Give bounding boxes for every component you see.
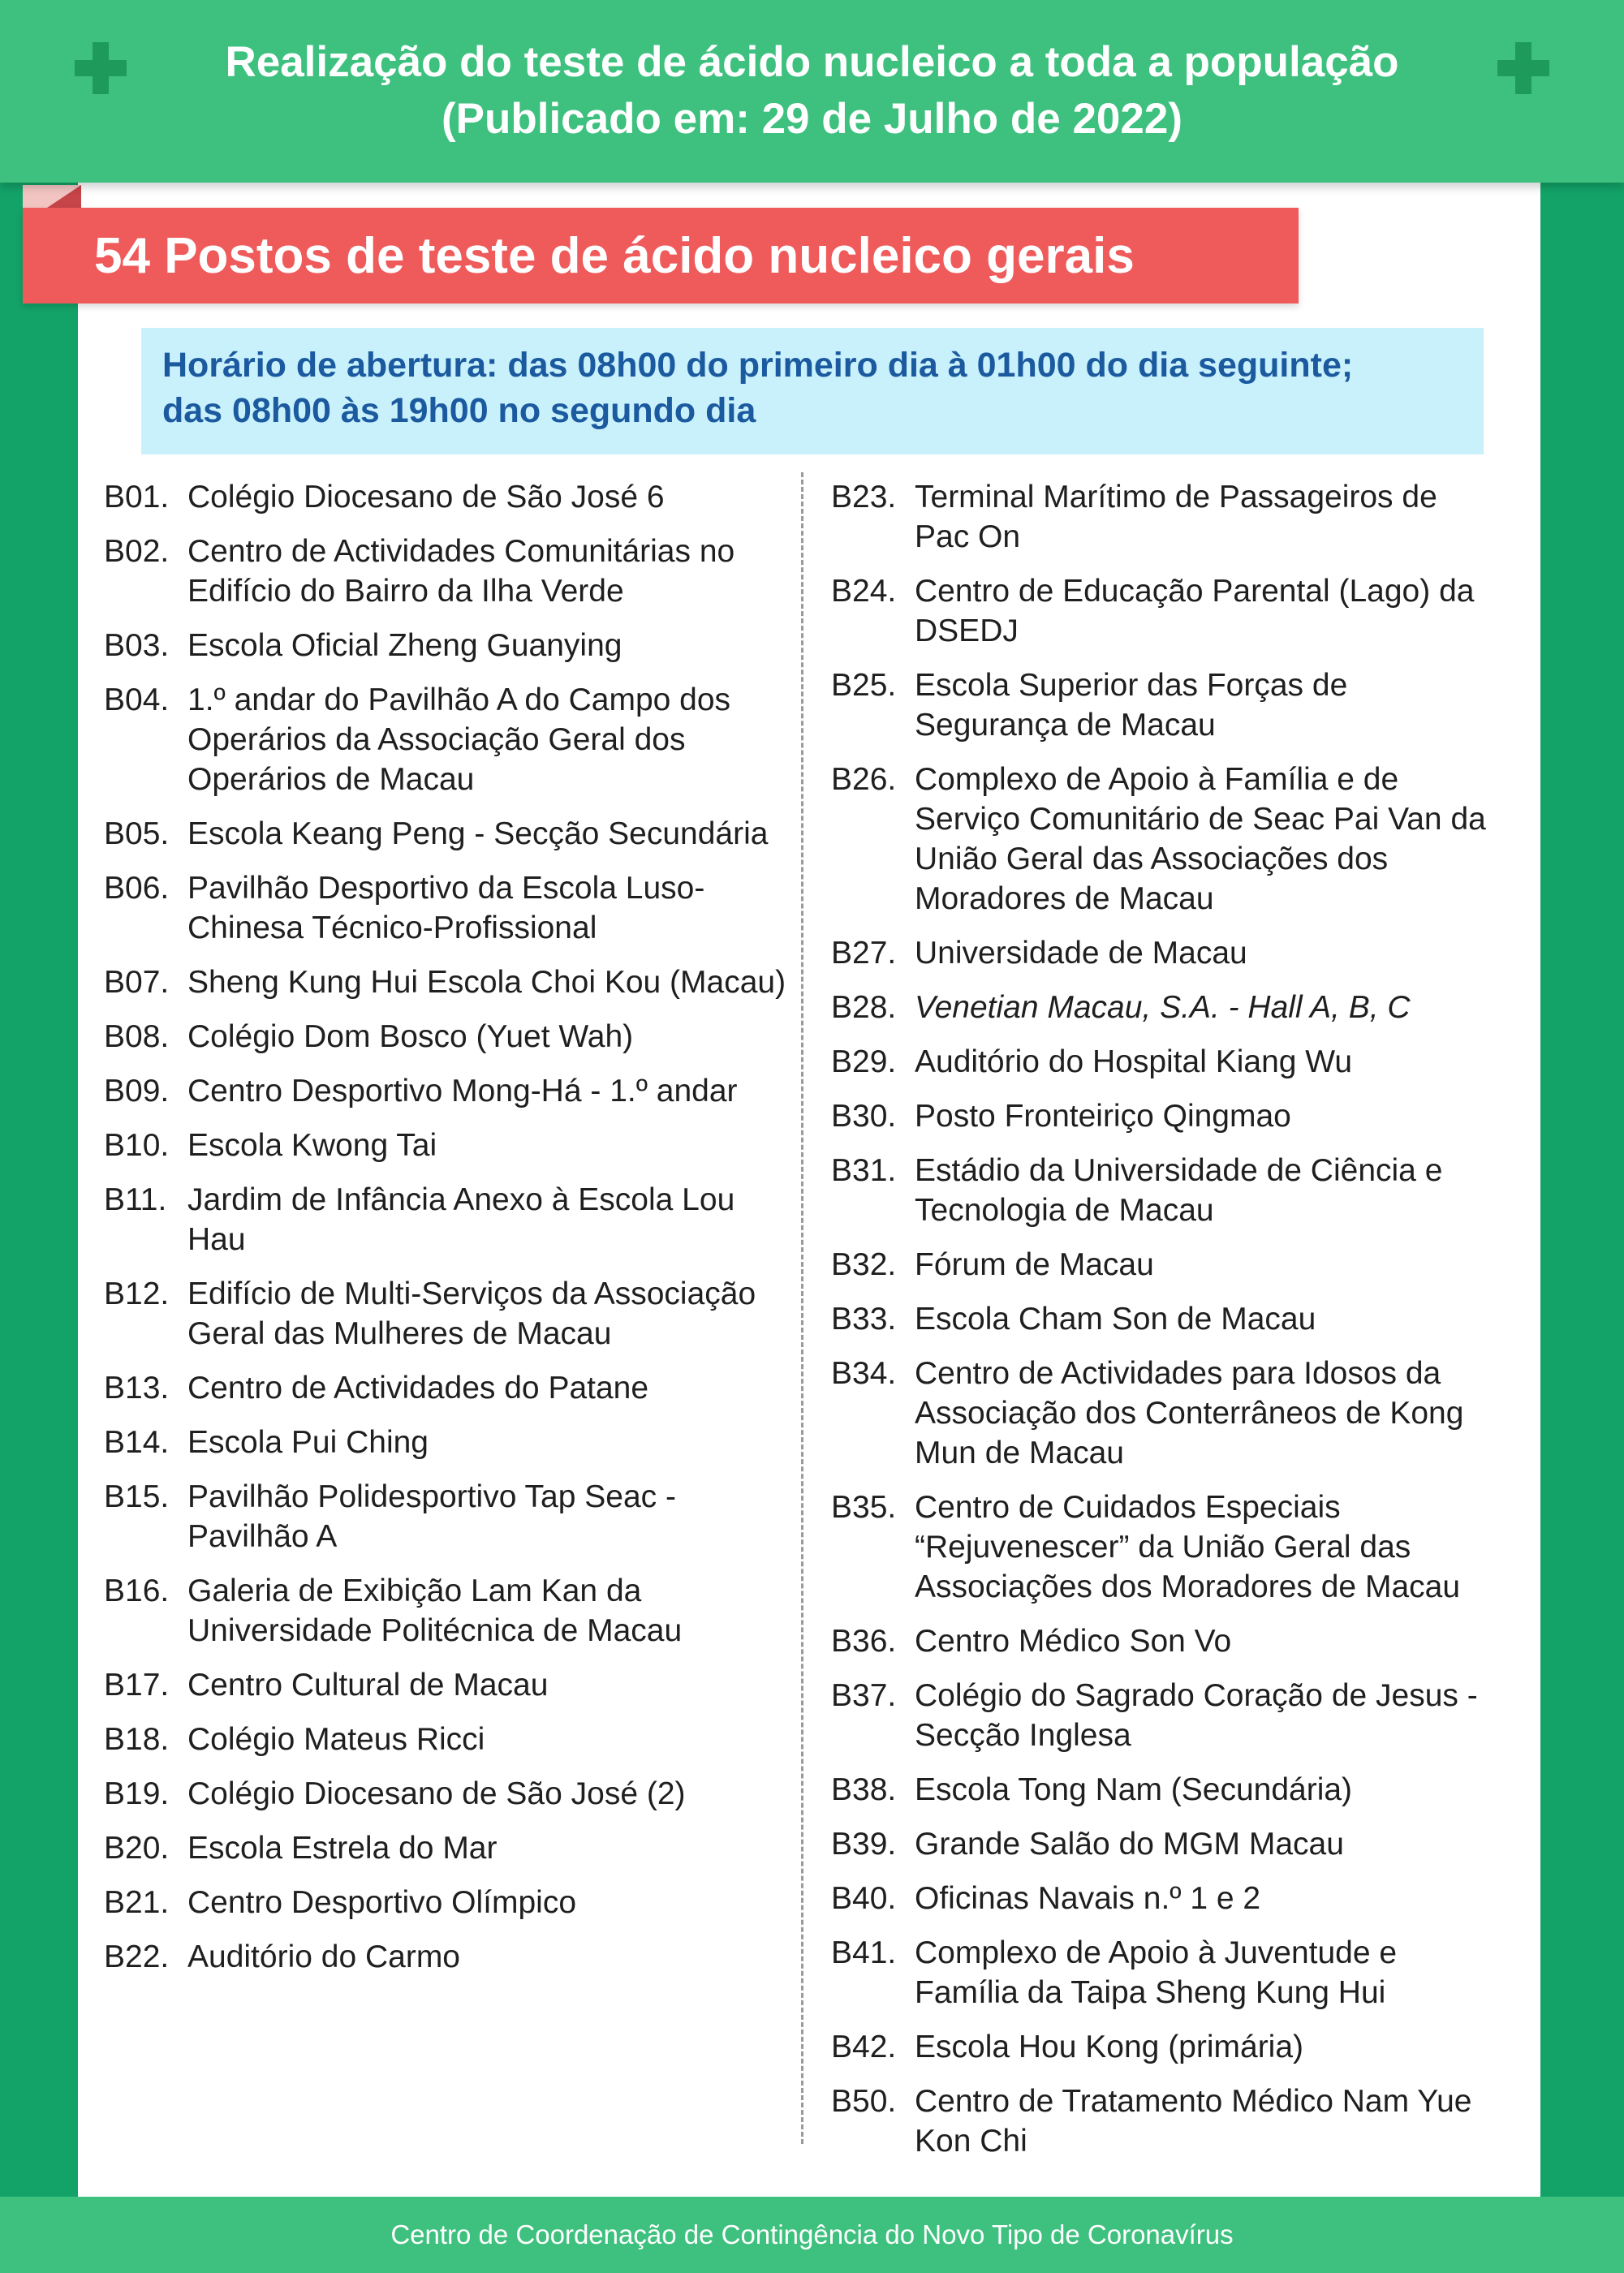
list-item	[104, 1883, 794, 1922]
list-item	[831, 1824, 1497, 1864]
station-name: Complexo de Apoio à Família e de Serviço Comunitário de Seac Pai Van da União Geral das Associações dos Moradores de Macau	[915, 762, 1486, 916]
title-line-1: Realização do teste de ácido nucleico a toda a população	[225, 38, 1399, 86]
station-name: Colégio Mateus Ricci	[187, 1722, 485, 1757]
list-item	[831, 1245, 1497, 1285]
station-code: B29.	[831, 1044, 897, 1079]
page-title	[146, 34, 1478, 148]
list-item	[831, 1354, 1497, 1473]
column-divider	[801, 472, 803, 2144]
station-name: Terminal Marítimo de Passageiros de Pac On	[915, 480, 1437, 554]
station-name: Centro de Tratamento Médico Nam Yue Kon Chi	[915, 2084, 1472, 2159]
list-item	[104, 1774, 794, 1814]
station-code: B33.	[831, 1302, 897, 1337]
station-code: B22.	[104, 1939, 170, 1974]
list-item	[831, 1299, 1497, 1339]
station-code: B37.	[831, 1678, 897, 1713]
list-item	[104, 1368, 794, 1408]
station-name: Centro Cultural de Macau	[187, 1668, 549, 1703]
list-item	[831, 1676, 1497, 1755]
footer-text: Centro de Coordenação de Contingência do Novo Tipo de Coronavírus	[390, 2219, 1234, 2249]
station-name: Jardim de Infância Anexo à Escola Lou Hau	[187, 1182, 735, 1257]
station-code: B20.	[104, 1831, 170, 1866]
opening-hours-text	[162, 342, 1467, 433]
title-line-2: (Publicado em: 29 de Julho de 2022)	[441, 95, 1183, 143]
list-item	[104, 1720, 794, 1759]
station-code: B07.	[104, 965, 170, 1000]
list-item	[831, 1096, 1497, 1136]
list-item	[104, 1665, 794, 1705]
station-name: Complexo de Apoio à Juventude e Família da Taipa Sheng Kung Hui	[915, 1935, 1398, 2010]
list-item	[831, 1933, 1497, 2013]
station-name: Centro Desportivo Olímpico	[187, 1885, 577, 1920]
list-item	[831, 2027, 1497, 2067]
station-name: Pavilhão Polidesportivo Tap Seac - Pavilhão A	[187, 1479, 676, 1554]
list-item	[831, 571, 1497, 651]
station-code: B40.	[831, 1881, 897, 1916]
station-name: Centro Médico Son Vo	[915, 1624, 1232, 1659]
plus-cross-icon	[1497, 42, 1549, 94]
station-code: B03.	[104, 628, 170, 663]
station-code: B42.	[831, 2030, 897, 2064]
station-code: B23.	[831, 480, 897, 514]
station-name: Colégio Dom Bosco (Yuet Wah)	[187, 1019, 634, 1054]
station-code: B11.	[104, 1182, 167, 1217]
opening-hours-box	[141, 328, 1484, 454]
list-item	[104, 1571, 794, 1651]
station-code: B18.	[104, 1722, 170, 1757]
list-item	[104, 1423, 794, 1462]
station-code: B26.	[831, 762, 897, 797]
station-code: B39.	[831, 1827, 897, 1862]
list-item	[831, 1621, 1497, 1661]
list-item	[104, 626, 794, 665]
list-item	[831, 1879, 1497, 1918]
station-code: B14.	[104, 1425, 170, 1460]
station-code: B09.	[104, 1074, 170, 1109]
station-code: B36.	[831, 1624, 897, 1659]
station-code: B31.	[831, 1153, 897, 1188]
list-item	[104, 1126, 794, 1165]
station-name: Escola Estrela do Mar	[187, 1831, 498, 1866]
station-code: B50.	[831, 2084, 897, 2119]
list-item	[104, 1017, 794, 1057]
station-code: B16.	[104, 1573, 170, 1608]
list-item	[104, 962, 794, 1002]
station-code: B34.	[831, 1356, 897, 1391]
station-code: B19.	[104, 1776, 170, 1811]
station-code: B35.	[831, 1490, 897, 1525]
station-name: Edifício de Multi-Serviços da Associação Geral das Mulheres de Macau	[187, 1276, 756, 1351]
list-item	[831, 1487, 1497, 1607]
station-code: B04.	[104, 682, 170, 717]
plus-cross-icon	[75, 42, 127, 94]
station-name: Escola Tong Nam (Secundária)	[915, 1772, 1353, 1807]
station-name: Universidade de Macau	[915, 936, 1247, 971]
station-code: B05.	[104, 816, 170, 851]
station-code: B12.	[104, 1276, 170, 1311]
station-name: Pavilhão Desportivo da Escola Luso-Chinesa Técnico-Profissional	[187, 871, 705, 945]
station-name: Venetian Macau, S.A. - Hall A, B, C	[915, 990, 1411, 1025]
station-code: B21.	[104, 1885, 170, 1920]
station-name: Oficinas Navais n.º 1 e 2	[915, 1881, 1261, 1916]
section-banner	[23, 208, 1299, 303]
station-name: Colégio do Sagrado Coração de Jesus - Secção Inglesa	[915, 1678, 1478, 1753]
list-item	[831, 477, 1497, 557]
station-name: Auditório do Carmo	[187, 1939, 460, 1974]
station-name: Escola Cham Son de Macau	[915, 1302, 1316, 1337]
station-name: Fórum de Macau	[915, 1247, 1154, 1282]
list-item	[104, 532, 794, 611]
list-item	[104, 1180, 794, 1259]
station-name: Centro de Cuidados Especiais “Rejuvenescer” da União Geral das Associações dos Moradores de Macau	[915, 1490, 1461, 1604]
header	[0, 0, 1624, 183]
station-name: Escola Superior das Forças de Segurança de Macau	[915, 668, 1348, 743]
station-code: B24.	[831, 574, 897, 609]
list-item	[831, 760, 1497, 919]
station-code: B06.	[104, 871, 170, 906]
station-code: B28.	[831, 990, 897, 1025]
station-name: Centro Desportivo Mong-Há - 1.º andar	[187, 1074, 738, 1109]
list-item	[831, 2081, 1497, 2161]
station-name: Escola Keang Peng - Secção Secundária	[187, 816, 769, 851]
station-code: B41.	[831, 1935, 897, 1970]
station-name: Sheng Kung Hui Escola Choi Kou (Macau)	[187, 965, 786, 1000]
station-code: B01.	[104, 480, 170, 514]
station-name: Colégio Diocesano de São José (2)	[187, 1776, 686, 1811]
station-code: B30.	[831, 1099, 897, 1134]
list-item	[104, 1477, 794, 1556]
station-name: Escola Hou Kong (primária)	[915, 2030, 1304, 2064]
list-item	[104, 1828, 794, 1868]
list-item	[104, 1274, 794, 1354]
station-list-left	[104, 477, 794, 1991]
station-code: B08.	[104, 1019, 170, 1054]
list-item	[104, 1071, 794, 1111]
section-title: 54 Postos de teste de ácido nucleico gerais	[94, 228, 1135, 284]
station-code: B10.	[104, 1128, 170, 1163]
list-item	[104, 814, 794, 854]
list-item	[831, 933, 1497, 973]
list-item	[104, 868, 794, 948]
opening-hours-line-2: das 08h00 às 19h00 no segundo dia	[162, 391, 756, 430]
station-name: Escola Kwong Tai	[187, 1128, 437, 1163]
footer	[0, 2197, 1624, 2273]
station-name: Galeria de Exibição Lam Kan da Universidade Politécnica de Macau	[187, 1573, 683, 1648]
station-name: Grande Salão do MGM Macau	[915, 1827, 1344, 1862]
station-code: B17.	[104, 1668, 170, 1703]
station-list-right	[831, 477, 1497, 2176]
station-code: B38.	[831, 1772, 897, 1807]
station-name: Escola Oficial Zheng Guanying	[187, 628, 622, 663]
station-name: Centro de Educação Parental (Lago) da DSEDJ	[915, 574, 1475, 648]
station-name: Posto Fronteiriço Qingmao	[915, 1099, 1291, 1134]
station-name: Centro de Actividades Comunitárias no Edifício do Bairro da Ilha Verde	[187, 534, 735, 609]
list-item	[831, 1770, 1497, 1810]
station-code: B15.	[104, 1479, 170, 1514]
list-item	[104, 1937, 794, 1977]
list-item	[831, 1151, 1497, 1230]
station-code: B27.	[831, 936, 897, 971]
station-code: B13.	[104, 1371, 170, 1406]
station-name: Auditório do Hospital Kiang Wu	[915, 1044, 1353, 1079]
station-code: B02.	[104, 534, 170, 569]
list-item	[831, 1042, 1497, 1082]
station-name: Centro de Actividades para Idosos da Associação dos Conterrâneos de Kong Mun de Macau	[915, 1356, 1464, 1470]
list-item	[831, 988, 1497, 1027]
station-name: Escola Pui Ching	[187, 1425, 429, 1460]
station-code: B32.	[831, 1247, 897, 1282]
station-name: Colégio Diocesano de São José 6	[187, 480, 665, 514]
station-name: Centro de Actividades do Patane	[187, 1371, 649, 1406]
station-name: 1.º andar do Pavilhão A do Campo dos Operários da Associação Geral dos Operários de Macau	[187, 682, 731, 797]
list-item	[104, 680, 794, 799]
station-code: B25.	[831, 668, 897, 703]
list-item	[104, 477, 794, 517]
station-name: Estádio da Universidade de Ciência e Tecnologia de Macau	[915, 1153, 1443, 1228]
list-item	[831, 665, 1497, 745]
opening-hours-line-1: Horário de abertura: das 08h00 do primeiro dia à 01h00 do dia seguinte;	[162, 346, 1354, 385]
